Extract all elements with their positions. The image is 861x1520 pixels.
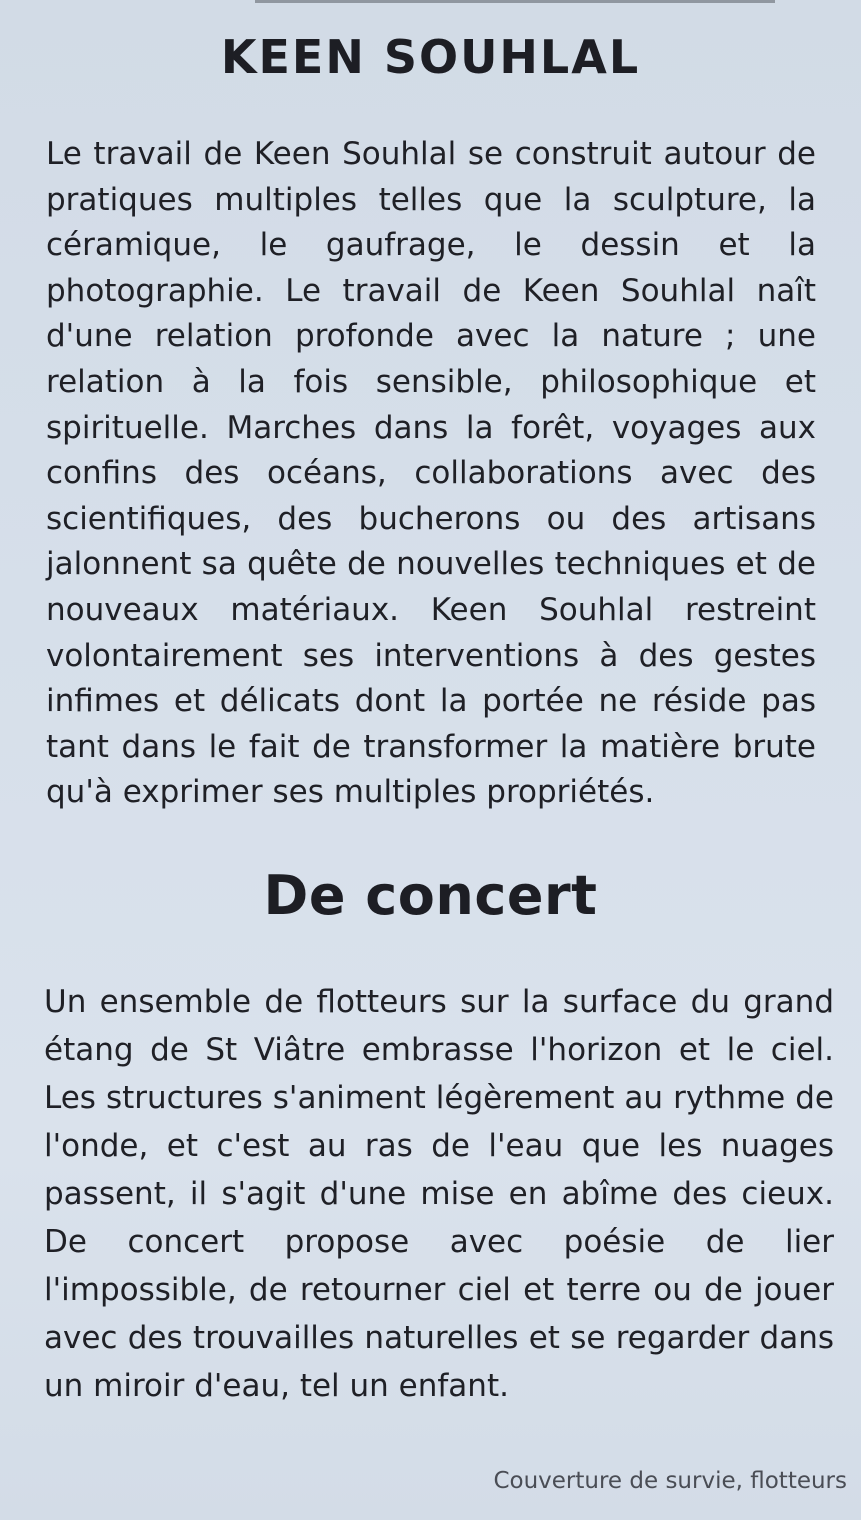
work-description-paragraph: Un ensemble de flotteurs sur la surface du grand étang de St Viâtre embrasse l'horizon et le ciel. Les structures s'animent légèrement au rythme de l'onde, et c'est au ras de l'eau que les nuages passent, il s'agit d'une mise en abîme des cieux. De concert propose avec poésie de lier l'impossible, de retourner ciel et terre ou de jouer avec des trouvailles naturelles et se regarder dans un miroir d'eau, tel un enfant. (44, 984, 834, 1404)
artist-name-heading: KEEN SOUHLAL (220, 30, 641, 84)
work-title-heading: De concert (263, 864, 598, 927)
work-medium-caption: Couverture de survie, flotteurs (493, 1468, 847, 1494)
artist-bio-paragraph: Le travail de Keen Souhlal se construit autour de pratiques multiples telles que la sculpture, la céramique, le gaufrage, le dessin et la photographie. Le travail de Keen Souhlal naît d'une relation profonde avec la nature ; une relation à la fois sensible, philosophique et spirituelle. Marches dans la forêt, voyages aux confins des océans, collaborations avec des scientifiques, des bucherons ou des artisans jalonnent sa quête de nouvelles techniques et de nouveaux matériaux. Keen Souhlal restreint volontairement ses interventions à des gestes infimes et délicats dont la portée ne réside pas tant dans le fait de transformer la matière brute qu'à exprimer ses multiples propriétés. (46, 136, 816, 811)
